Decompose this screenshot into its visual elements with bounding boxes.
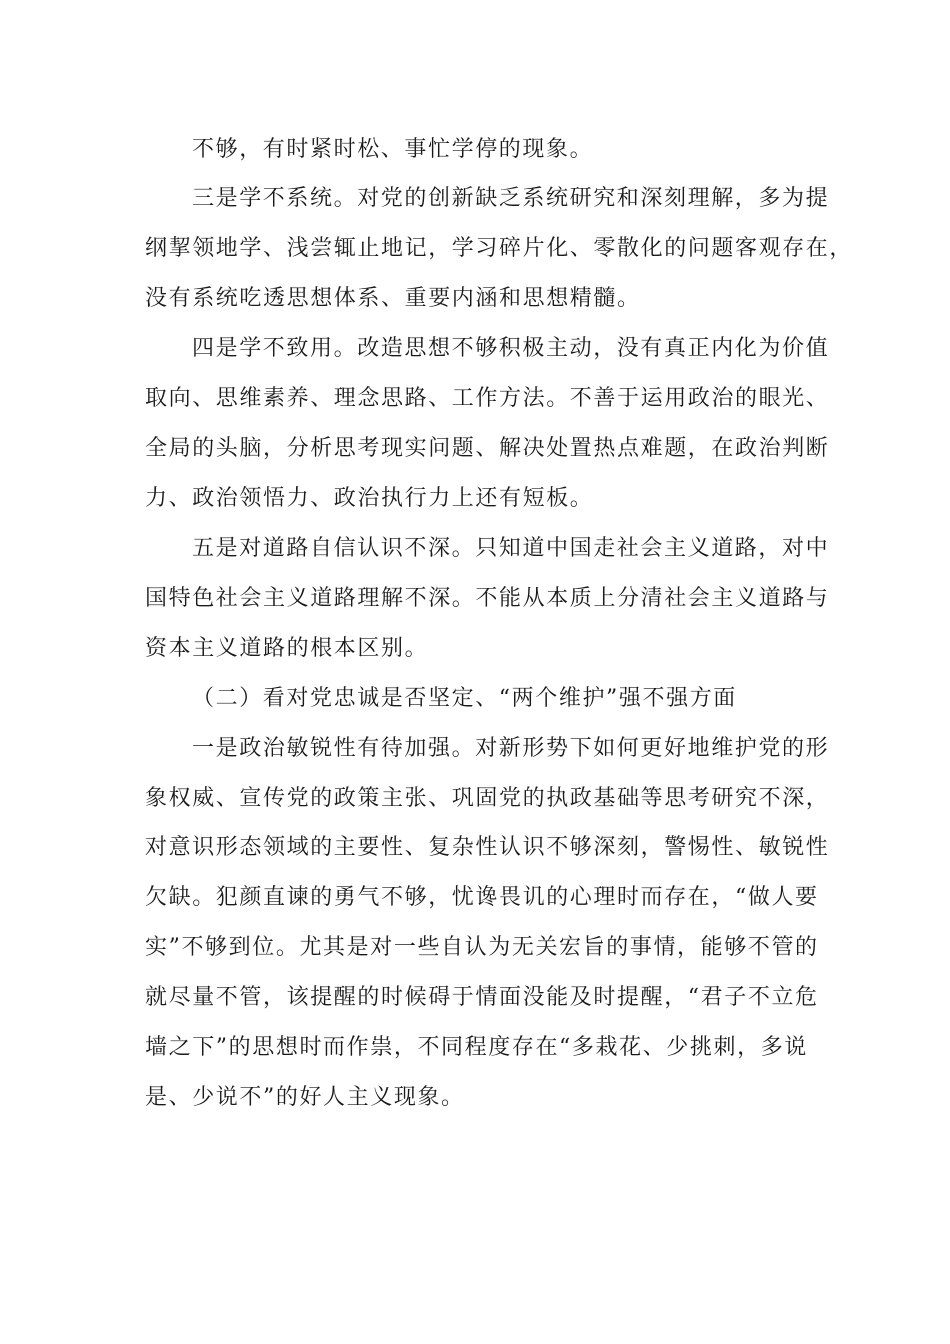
paragraph-line: 资本主义道路的根本区别。	[145, 636, 429, 661]
paragraph-line: 实”不够到位。尤其是对一些自认为无关宏旨的事情，能够不管的	[145, 935, 819, 960]
paragraph-line: 没有系统吃透思想体系、重要内涵和思想精髓。	[145, 286, 641, 311]
paragraph-line: 是、少说不”的好人主义现象。	[145, 1085, 465, 1110]
paragraph-line: 纲挈领地学、浅尝辄止地记，学习碎片化、零散化的问题客观存在，	[145, 236, 854, 261]
paragraph-line: 就尽量不管，该提醒的时候碍于情面没能及时提醒，“君子不立危	[145, 985, 819, 1010]
paragraph-line: 全局的头脑，分析思考现实问题、解决处置热点难题，在政治判断	[145, 436, 830, 461]
section-heading: （二）看对党忠诚是否坚定、“两个维护”强不强方面	[192, 686, 737, 711]
paragraph-line: 五是对道路自信认识不深。只知道中国走社会主义道路，对中	[192, 536, 830, 561]
paragraph-line: 墙之下”的思想时而作祟，不同程度存在“多栽花、少挑刺，多说	[145, 1035, 808, 1060]
paragraph-line: 欠缺。犯颜直谏的勇气不够，忧谗畏讥的心理时而存在，“做人要	[145, 885, 819, 910]
paragraph-line: 四是学不致用。改造思想不够积极主动，没有真正内化为价值	[192, 336, 830, 361]
paragraph-line: 不够，有时紧时松、事忙学停的现象。	[192, 137, 594, 162]
paragraph-line: 国特色社会主义道路理解不深。不能从本质上分清社会主义道路与	[145, 586, 830, 611]
paragraph-line: 三是学不系统。对党的创新缺乏系统研究和深刻理解，多为提	[192, 186, 830, 211]
paragraph-line: 一是政治敏锐性有待加强。对新形势下如何更好地维护党的形	[192, 736, 830, 761]
paragraph-line: 取向、思维素养、理念思路、工作方法。不善于运用政治的眼光、	[145, 386, 830, 411]
paragraph-line: 力、政治领悟力、政治执行力上还有短板。	[145, 486, 594, 511]
paragraph-line: 象权威、宣传党的政策主张、巩固党的执政基础等思考研究不深，	[145, 786, 830, 811]
paragraph-line: 对意识形态领域的主要性、复杂性认识不够深刻，警惕性、敏锐性	[145, 835, 830, 860]
